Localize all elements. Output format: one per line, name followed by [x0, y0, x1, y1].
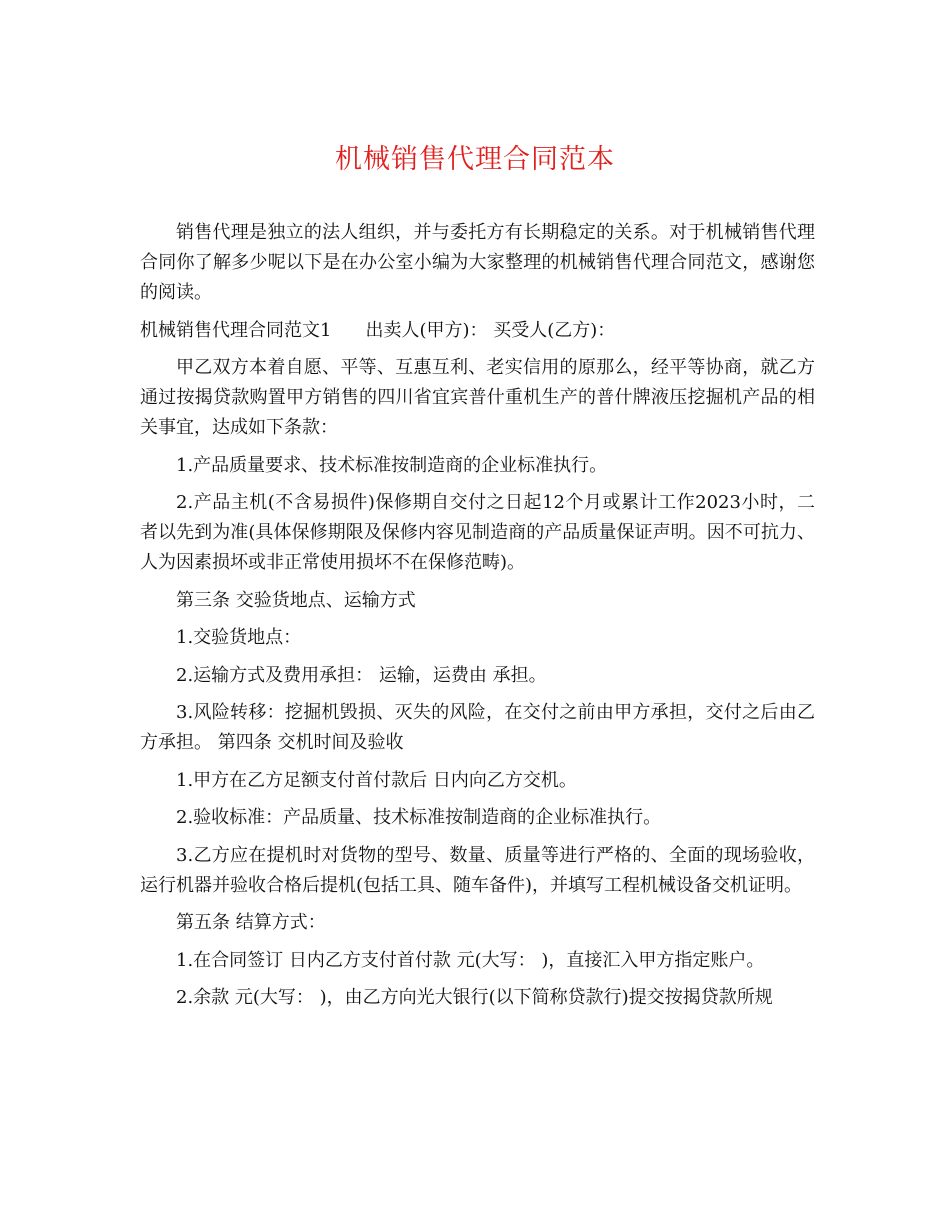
article-heading: 第三条 交验货地点、运输方式: [176, 589, 416, 611]
document-title: 机械销售代理合同范本: [335, 144, 615, 175]
clause-paragraph: 3.风险转移：挖掘机毁损、灭失的风险，在交付之前由甲方承担，交付之后由乙方承担。 第四条 交机时间及验收: [140, 702, 815, 753]
sample-heading: 机械销售代理合同范文1: [140, 319, 332, 341]
clause-paragraph: 2.运输方式及费用承担： 运输，运费由 承担。: [176, 664, 547, 686]
clause-paragraph: 1.在合同签订 日内乙方支付首付款 元(大写： )，直接汇入甲方指定账户。: [176, 949, 765, 971]
clause-paragraph: 1.产品质量要求、技术标准按制造商的企业标准执行。: [176, 454, 608, 476]
article-heading: 第五条 结算方式：: [176, 912, 326, 933]
document-body: [140, 218, 815, 1021]
clause-paragraph: 2.验收标准：产品质量、技术标准按制造商的企业标准执行。: [176, 807, 662, 828]
clause-paragraph: 3.乙方应在提机时对货物的型号、数量、质量等进行严格的、全面的现场验收，运行机器并验收合格后提机(包括工具、随车备件)，并填写工程机械设备交机证明。: [140, 844, 815, 896]
sample-heading-line: [140, 316, 815, 346]
clause-paragraph: 2.余款 元(大写： )，由乙方向光大银行(以下简称贷款行)提交按揭贷款所规: [176, 987, 773, 1008]
clause-paragraph: 2.产品主机(不含易损件)保修期自交付之日起12个月或累计工作2023小时，二者以先到为准(具体保修期限及保修内容见制造商的产品质量保证声明。因不可抗力、人为因素损坏或非正常使用损坏不在保修范畴)。: [140, 492, 815, 573]
clause-paragraph: 1.交验货地点：: [176, 627, 302, 648]
clause-paragraph: 1.甲方在乙方足额支付首付款后 日内向乙方交机。: [176, 769, 577, 791]
intro-paragraph: 销售代理是独立的法人组织，并与委托方有长期稳定的关系。对于机械销售代理合同你了解多少呢以下是在办公室小编为大家整理的机械销售代理合同范文，感谢您的阅读。: [140, 222, 815, 303]
preamble-paragraph: 甲乙双方本着自愿、平等、互惠互利、老实信用的原那么，经平等协商，就乙方通过按揭贷款购置甲方销售的四川省宜宾普什重机生产的普什牌液压挖掘机产品的相关事宜，达成如下条款：: [140, 357, 815, 438]
parties-line: 出卖人(甲方)： 买受人(乙方)：: [365, 319, 616, 341]
